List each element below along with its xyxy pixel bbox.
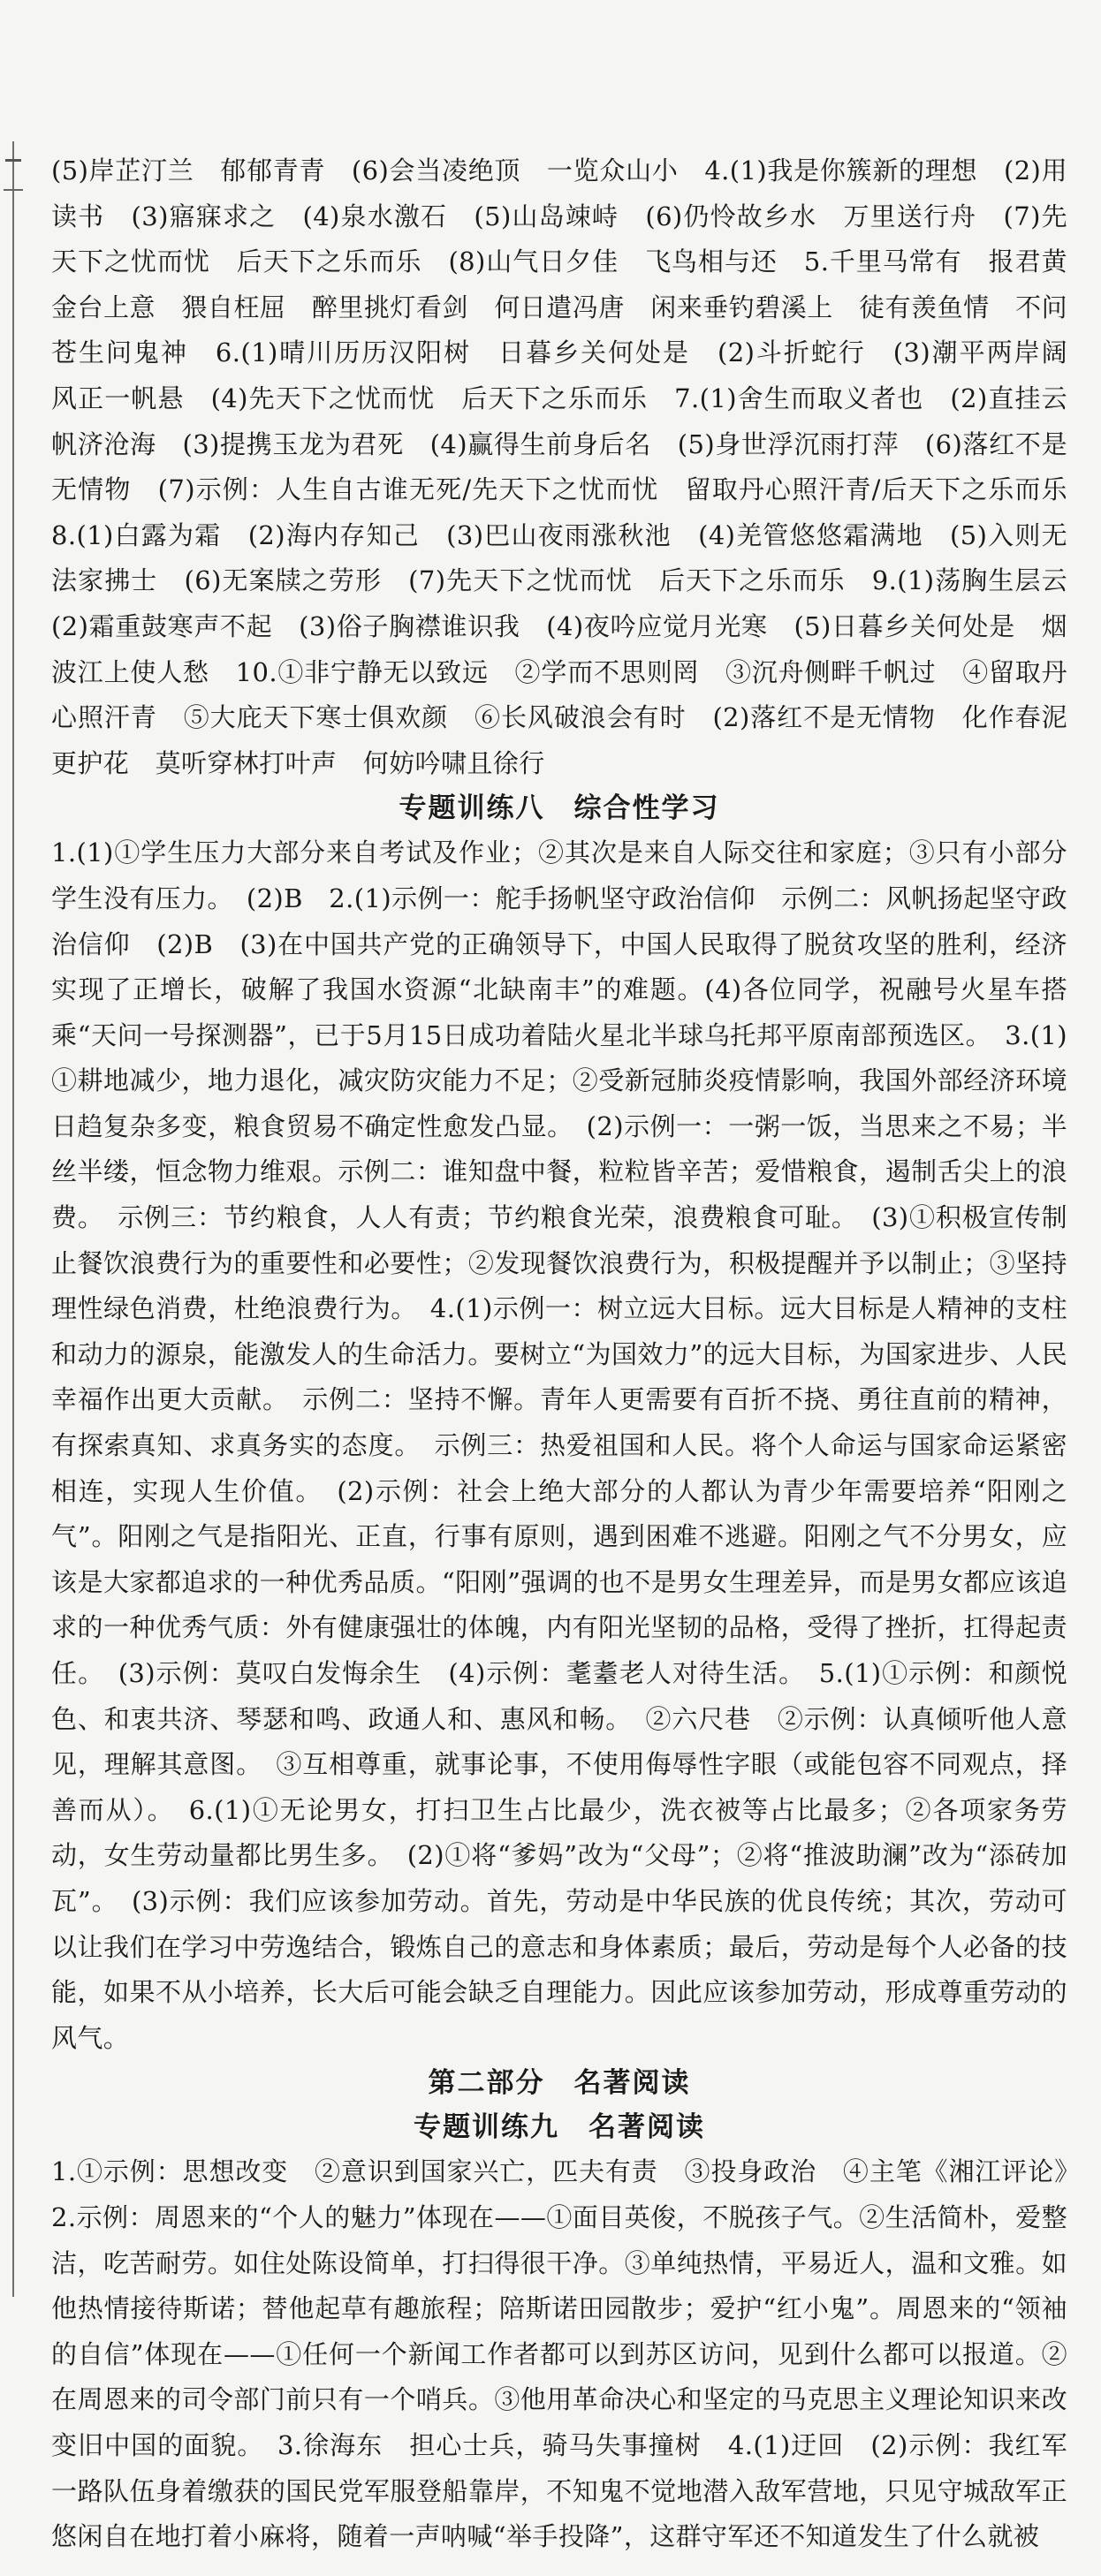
answer-key-content (51, 148, 1094, 2560)
section-eight-answers: 1.(1)①学生压力大部分来自考试及作业；②其次是来自人际交往和家庭；③只有小部分学生没有压力。 (2)B 2.(1)示例一：舵手扬帆坚守政治信仰 示例二：风帆扬起坚守政治信仰 (2)B (3)在中国共产党的正确领导下，中国人民取得了脱贫攻坚的胜利，经济实现了正增长，破解了我国水资源“北缺南丰”的难题。(4)各位同学，祝融号火星车搭乘“天问一号探测器”，已于5月15日成功着陆火星北半球乌托邦平原南部预选区。 3.(1)①耕地减少，地力退化，减灾防灾能力不足；②受新冠肺炎疫情影响，我国外部经济环境日趋复杂多变，粮食贸易不确定性愈发凸显。 (2)示例一：一粥一饭，当思来之不易；半丝半缕，恒念物力维艰。示例二：谁知盘中餐，粒粒皆辛苦；爱惜粮食，遏制舌尖上的浪费。 示例三：节约粮食，人人有责；节约粮食光荣，浪费粮食可耻。 (3)①积极宣传制止餐饮浪费行为的重要性和必要性；②发现餐饮浪费行为，积极提醒并予以制止；③坚持理性绿色消费，杜绝浪费行为。 4.(1)示例一：树立远大目标。远大目标是人精神的支柱和动力的源泉，能激发人的生命活力。要树立“为国效力”的远大目标，为国家进步、人民幸福作出更大贡献。 示例二：坚持不懈。青年人更需要有百折不挠、勇往直前的精神，有探索真知、求真务实的态度。 示例三：热爱祖国和人民。将个人命运与国家命运紧密相连，实现人生价值。 (2)示例：社会上绝大部分的人都认为青少年需要培养“阳刚之气”。阳刚之气是指阳光、正直，行事有原则，遇到困难不逃避。阳刚之气不分男女，应该是大家都追求的一种优秀品质。“阳刚”强调的也不是男女生理差异，而是男女都应该追求的一种优秀气质：外有健康强壮的体魄，内有阳光坚韧的品格，受得了挫折，扛得起责任。 (3)示例：莫叹白发悔余生 (4)示例：耄耋老人对待生活。 5.(1)①示例：和颜悦色、和衷共济、琴瑟和鸣、政通人和、惠风和畅。 ②六尺巷 ②示例：认真倾听他人意见，理解其意图。 ③互相尊重，就事论事，不使用侮辱性字眼（或能包容不同观点，择善而从）。 6.(1)①无论男女，打扫卫生占比最少，洗衣被等占比最多；②各项家务劳动，女生劳动量都比男生多。 (2)①将“爹妈”改为“父母”；②将“推波助澜”改为“添砖加瓦”。 (3)示例：我们应该参加劳动。首先，劳动是中华民族的优良传统；其次，劳动可以让我们在学习中劳逸结合，锻炼自己的意志和身体素质；最后，劳动是每个人必备的技能，如果不从小培养，长大后可能会缺乏自理能力。因此应该参加劳动，形成尊重劳动的风气。 (51, 837, 1067, 2053)
section-nine-answers: 1.①示例：思想改变 ②意识到国家兴亡，匹夫有责 ③投身政治 ④主笔《湘江评论》 2.示例：周恩来的“个人的魅力”体现在——①面目英俊，不脱孩子气。②生活简朴，爱整洁，吃苦耐劳。如住处陈设简单，打扫得很干净。③单纯热情，平易近人，温和文雅。如他热情接待斯诺；替他起草有趣旅程；陪斯诺田园散步；爱护“红小鬼”。周恩来的“领袖的自信”体现在——①任何一个新闻工作者都可以到苏区访问，见到什么都可以报道。②在周恩来的司令部门前只有一个哨兵。③他用革命决心和坚定的马克思主义理论知识来改变旧中国的面貌。 3.徐海东 担心士兵，骑马失事撞树 4.(1)迂回 (2)示例：我红军一路队伍身着缴获的国民党军服登船靠岸，不知鬼不觉地潜入敌军营地，只见守城敌军正悠闲自在地打着小麻将，随着一声呐喊“举手投降”，这群守军还不知道发生了什么就被 (51, 2156, 1094, 2552)
section-eight-title: 专题训练八 综合性学习 (399, 792, 720, 825)
margin-mark (4, 189, 23, 191)
part-two-title: 第二部分 名著阅读 (428, 2067, 691, 2100)
margin-mark (5, 159, 21, 162)
section-nine-title: 专题训练九 名著阅读 (414, 2111, 705, 2144)
section-seven-answers: (5)岸芷汀兰 郁郁青青 (6)会当凌绝顶 一览众山小 4.(1)我是你簇新的理想 (2)用读书 (3)寤寐求之 (4)泉水激石 (5)山岛竦峙 (6)仍怜故乡水 万里送行舟 (7)先天下之忧而忧 后天下之乐而乐 (8)山气日夕佳 飞鸟相与还 5.千里马常有 报君黄金台上意 猥自枉屈 醉里挑灯看剑 何日遣冯唐 闲来垂钓碧溪上 徒有羡鱼情 不问苍生问鬼神 6.(1)晴川历历汉阳树 日暮乡关何处是 (2)斗折蛇行 (3)潮平两岸阔 风正一帆悬 (4)先天下之忧而忧 后天下之乐而乐 7.(1)舍生而取义者也 (2)直挂云帆济沧海 (3)提携玉龙为君死 (4)赢得生前身后名 (5)身世浮沉雨打萍 (6)落红不是无情物 (7)示例：人生自古谁无死/先天下之忧而忧 留取丹心照汗青/后天下之乐而乐 8.(1)白露为霜 (2)海内存知己 (3)巴山夜雨涨秋池 (4)羌管悠悠霜满地 (5)入则无法家拂士 (6)无案牍之劳形 (7)先天下之忧而忧 后天下之乐而乐 9.(1)荡胸生层云 (2)霜重鼓寒声不起 (3)俗子胸襟谁识我 (4)夜吟应觉月光寒 (5)日暮乡关何处是 烟波江上使人愁 10.①非宁静无以致远 ②学而不思则罔 ③沉舟侧畔千帆过 ④留取丹心照汗青 ⑤大庇天下寒士俱欢颜 ⑥长风破浪会有时 (2)落红不是无情物 化作春泥更护花 莫听穿林打叶声 何妨吟啸且徐行 (51, 155, 1094, 778)
binding-margin-line (12, 141, 14, 2297)
